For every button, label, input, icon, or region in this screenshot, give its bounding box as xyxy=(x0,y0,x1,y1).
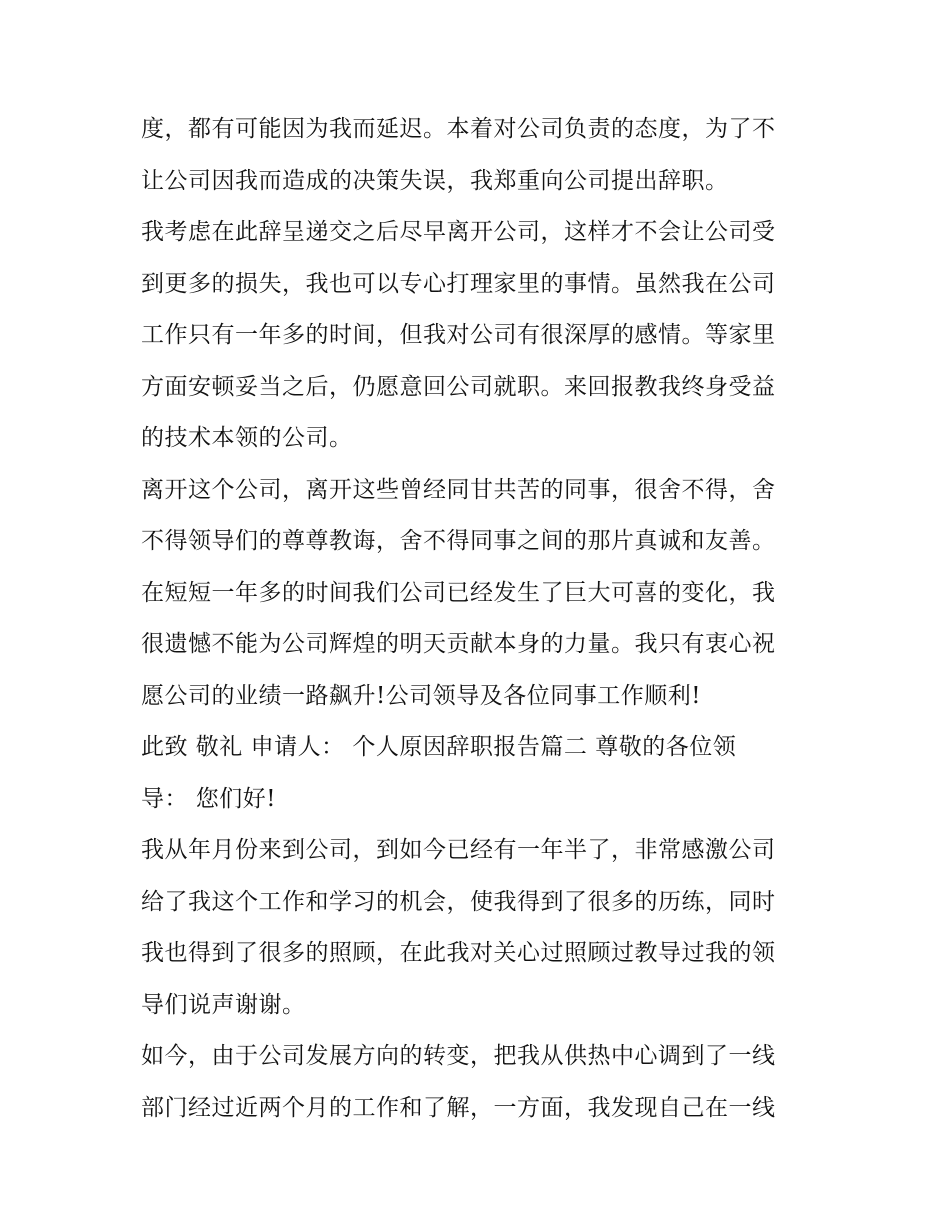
text-line: 的技术本领的公司。 xyxy=(141,425,353,451)
text-line: 我考虑在此辞呈递交之后尽早离开公司，这样才不会让公司受 xyxy=(141,219,776,245)
text-line: 愿公司的业绩一路飙升!公司领导及各位同事工作顺利! xyxy=(141,682,701,709)
text-line: 如今，由于公司发展方向的转变，把我从供热中心调到了一线 xyxy=(141,1043,776,1069)
text-line: 给了我这个工作和学习的机会，使我得到了很多的历练，同时 xyxy=(141,888,776,915)
text-line: 我也得到了很多的照顾，在此我对关心过照顾过教导过我的领 xyxy=(141,940,776,966)
text-line: 在短短一年多的时间我们公司已经发生了巨大可喜的变化，我 xyxy=(141,579,776,606)
text-line: 度，都有可能因为我而延迟。本着对公司负责的态度，为了不 xyxy=(141,116,776,142)
text-line: 导们说声谢谢。 xyxy=(141,991,306,1018)
text-line: 到更多的损失，我也可以专心打理家里的事情。虽然我在公司 xyxy=(141,270,776,297)
text-line: 很遗憾不能为公司辉煌的明天贡献本身的力量。我只有衷心祝 xyxy=(141,631,776,657)
text-line: 导： 您们好! xyxy=(141,785,277,812)
document-body xyxy=(141,104,813,1134)
text-line: 此致 敬礼 申请人： 个人原因辞职报告篇二 尊敬的各位领 xyxy=(141,734,737,760)
text-line: 部门经过近两个月的工作和了解，一方面，我发现自己在一线 xyxy=(141,1094,776,1121)
text-line: 我从年月份来到公司，到如今已经有一年半了，非常感激公司 xyxy=(141,837,776,863)
text-line: 工作只有一年多的时间，但我对公司有很深厚的感情。等家里 xyxy=(141,322,776,348)
text-line: 让公司因我而造成的决策失误，我郑重向公司提出辞职。 xyxy=(141,167,729,194)
text-line: 不得领导们的尊尊教诲，舍不得同事之间的那片真诚和友善。 xyxy=(141,528,776,554)
text-line: 离开这个公司，离开这些曾经同甘共苦的同事，很舍不得，舍 xyxy=(141,476,776,503)
text-line: 方面安顿妥当之后，仍愿意回公司就职。来回报教我终身受益 xyxy=(141,373,776,400)
